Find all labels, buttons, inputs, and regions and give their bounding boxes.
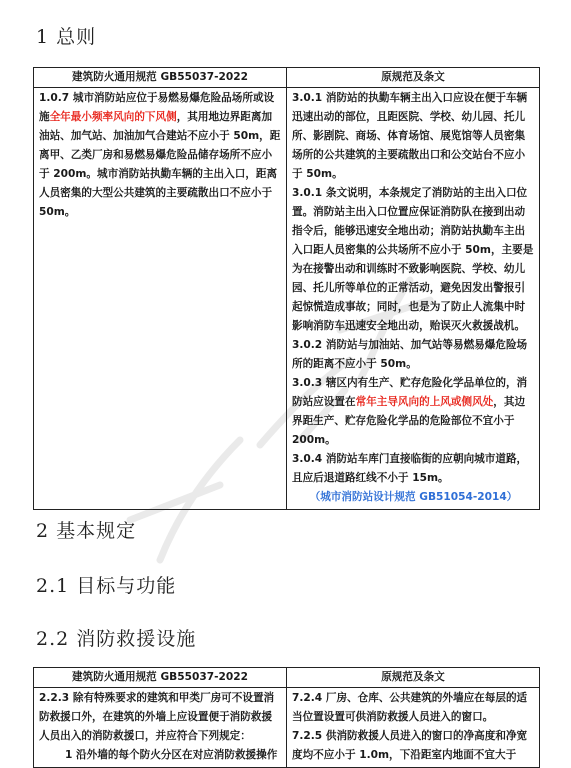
header-new-code: 建筑防火通用规范 GB55037-2022: [34, 668, 287, 688]
comparison-table-1: [33, 67, 540, 510]
section-heading-goals: 2.1 目标与功能: [36, 575, 177, 597]
section-heading-general: 1 总则: [36, 26, 97, 48]
source-reference: （城市消防站设计规范 GB51054-2014）: [309, 491, 518, 503]
section-heading-rescue: 2.2 消防救援设施: [36, 628, 197, 650]
clause-text: 1.0.7 城市消防站应位于易燃易爆危险品场所或设施: [39, 92, 275, 123]
highlight-text: 常年主导风向的上风或侧风处: [355, 396, 494, 408]
clause-text: ，其边界距生产、贮存危险化学品的危险部位不宜小于 200m。: [292, 396, 526, 446]
highlight-text: 全年最小频率风向的下风侧: [49, 111, 177, 123]
section-heading-basic: 2 基本规定: [36, 520, 137, 542]
clause-2-2-3: 2.2.3 除有特殊要求的建筑和甲类厂房可不设置消防救援口外，在建筑的外墙上应设置便于消防救援人员出入的消防救援口，并应符合下列规定：: [39, 692, 275, 742]
clause-7-2-5: 7.2.5 供消防救援人员进入的窗口的净高度和净宽度均不应小于 1.0m，下沿距室内地面不宜大于: [292, 730, 528, 761]
clause-3-0-4: 3.0.4 消防站车库门直接临街的应朝向城市道路，且应后退道路红线不小于 15m。: [292, 453, 528, 484]
clause-3-0-2: 3.0.2 消防站与加油站、加气站等易燃易爆危险场所的距离不应小于 50m。: [292, 339, 528, 370]
header-new-code: 建筑防火通用规范 GB55037-2022: [34, 68, 287, 88]
new-code-clause-cell: [34, 688, 287, 768]
header-old-code: 原规范及条文: [287, 68, 540, 88]
clause-text: 3.0.3 辖区内有生产、贮存危险化学品单位的，消防站应设置在: [292, 377, 528, 408]
new-code-clause-cell: [34, 88, 287, 510]
clause-2-2-3-item-1: 1 沿外墙的每个防火分区在对应消防救援操作: [65, 749, 278, 761]
old-code-clause-cell: [287, 688, 540, 768]
clause-3-0-1: 3.0.1 消防站的执勤车辆主出入口应设在便于车辆迅速出动的部位，且距医院、学校、幼儿园、托儿所、影剧院、商场、体育场馆、展览馆等人员密集场所的公共建筑的主要疏散出口和公交站台不应小于 50m。: [292, 92, 528, 180]
header-old-code: 原规范及条文: [287, 668, 540, 688]
clause-7-2-4: 7.2.4 厂房、仓库、公共建筑的外墙应在每层的适当位置设置可供消防救援人员进入的窗口。: [292, 692, 528, 723]
clause-3-0-3: [292, 374, 535, 450]
clause-3-0-1-note: 3.0.1 条文说明，本条规定了消防站的主出入口位置。消防站主出入口位置应保证消防队在接到出动指令后，能够迅速安全地出动；消防站执勤车主出入口距人员密集的公共场所不应小于 50m，主要是为在接警出动和训练时不致影响医院、学校、幼儿园、托儿所等单位的正常活动，避免因发出警报引起惊慌造成事故；同时，也是为了防止人流集中时影响消防车迅速安全地出动，贻误灭火救援战机。: [292, 187, 534, 332]
comparison-table-2: [33, 667, 540, 768]
clause-text: ，其用地边界距离加油站、加气站、加油加气合建站不应小于 50m，距离甲、乙类厂房和易燃易爆危险品储存场所不应小于 200m。城市消防站执勤车辆的主出入口，距离人员密集的大型公共建筑的主要疏散出口不应小于 50m。: [39, 111, 281, 218]
old-code-clause-cell: [287, 88, 540, 510]
